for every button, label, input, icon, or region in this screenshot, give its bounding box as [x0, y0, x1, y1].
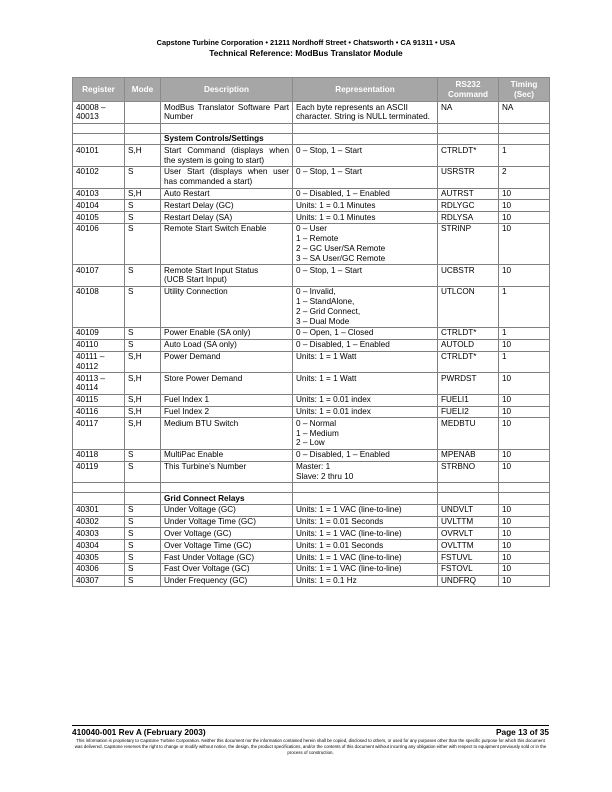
register-cell: 40306: [73, 563, 125, 575]
timing-cell: 10: [499, 406, 550, 418]
timing-cell: 10: [499, 516, 550, 528]
representation-cell: 0 – Stop, 1 – Start: [293, 265, 438, 287]
empty-cell: [125, 133, 161, 145]
rs232-command-cell: UNDFRQ: [438, 575, 499, 587]
rs232-command-cell: STRBNO: [438, 461, 499, 483]
mode-cell: S: [125, 461, 161, 483]
empty-cell: [125, 493, 161, 505]
mode-cell: S: [125, 516, 161, 528]
mode-cell: S: [125, 552, 161, 564]
table-row: [73, 516, 550, 528]
description-cell: Fuel Index 1: [161, 394, 293, 406]
representation-cell: Each byte represents an ASCII character. String is NULL terminated.: [293, 102, 438, 124]
empty-cell: [499, 493, 550, 505]
col-header-timing: Timing (Sec): [499, 78, 550, 102]
mode-cell: S,H: [125, 373, 161, 395]
mode-cell: S: [125, 504, 161, 516]
empty-cell: [73, 133, 125, 145]
mode-cell: S,H: [125, 145, 161, 167]
mode-cell: S,H: [125, 394, 161, 406]
description-cell: Fast Over Voltage (GC): [161, 563, 293, 575]
register-cell: 40111 – 40112: [73, 351, 125, 373]
timing-cell: NA: [499, 102, 550, 124]
rs232-command-cell: AUTRST: [438, 188, 499, 200]
representation-cell: Units: 1 = 1 VAC (line-to-line): [293, 504, 438, 516]
table-row: [73, 200, 550, 212]
timing-cell: 10: [499, 461, 550, 483]
rs232-command-cell: AUTOLD: [438, 339, 499, 351]
empty-cell: [438, 133, 499, 145]
proprietary-notice: This information is proprietary to Capstone Turbine Corporation. Neither this document nor the information contained herein shall be copied, disclosed to others, or used for any purposes other than the specific purpose for which this document was delivered. Capstone reserves the right to change or modify without notice, the design, the product specifications, and/or the contents of this document without incurring any obligation either with respect to equipment previously sold or in the process of construction.: [74, 738, 547, 755]
page-number: Page 13 of 35: [495, 727, 549, 737]
mode-cell: S: [125, 563, 161, 575]
register-cell: 40103: [73, 188, 125, 200]
col-header-representation: Representation: [293, 78, 438, 102]
rs232-command-cell: MEDBTU: [438, 418, 499, 449]
table-row: [73, 540, 550, 552]
mode-cell: S: [125, 212, 161, 224]
description-cell: Remote Start Switch Enable: [161, 223, 293, 264]
representation-cell: Units: 1 = 0.01 index: [293, 394, 438, 406]
description-cell: User Start (displays when user has commanded a start): [161, 166, 293, 188]
rs232-command-cell: UNDVLT: [438, 504, 499, 516]
description-cell: Medium BTU Switch: [161, 418, 293, 449]
register-cell: 40301: [73, 504, 125, 516]
register-cell: 40101: [73, 145, 125, 167]
timing-cell: 10: [499, 575, 550, 587]
mode-cell: S: [125, 265, 161, 287]
mode-cell: S: [125, 166, 161, 188]
register-cell: 40106: [73, 223, 125, 264]
mode-cell: S: [125, 449, 161, 461]
table-row: [73, 418, 550, 449]
timing-cell: 1: [499, 286, 550, 327]
register-cell: 40008 – 40013: [73, 102, 125, 124]
description-cell: Restart Delay (GC): [161, 200, 293, 212]
table-row: [73, 265, 550, 287]
representation-cell: Units: 1 = 1 Watt: [293, 351, 438, 373]
rs232-command-cell: CTRLDT*: [438, 327, 499, 339]
register-cell: 40305: [73, 552, 125, 564]
table-row: [73, 327, 550, 339]
register-table: [72, 77, 550, 587]
description-cell: Under Voltage (GC): [161, 504, 293, 516]
rs232-command-cell: CTRLDT*: [438, 351, 499, 373]
description-cell: Under Frequency (GC): [161, 575, 293, 587]
rs232-command-cell: PWRDST: [438, 373, 499, 395]
table-row: [73, 449, 550, 461]
document-title: Technical Reference: ModBus Translator Module: [209, 48, 403, 58]
table-row: [73, 528, 550, 540]
table-row: [73, 212, 550, 224]
table-row: [73, 504, 550, 516]
page-footer: [72, 725, 549, 756]
timing-cell: 10: [499, 528, 550, 540]
timing-cell: 10: [499, 504, 550, 516]
mode-cell: S,H: [125, 351, 161, 373]
description-cell: Fuel Index 2: [161, 406, 293, 418]
document-revision: 410040-001 Rev A (February 2003): [72, 727, 206, 737]
description-cell: Utility Connection: [161, 286, 293, 327]
rs232-command-cell: NA: [438, 102, 499, 124]
register-cell: 40307: [73, 575, 125, 587]
register-cell: 40104: [73, 200, 125, 212]
rs232-command-cell: FUELI1: [438, 394, 499, 406]
table-row: [73, 166, 550, 188]
table-row: [73, 102, 550, 124]
representation-cell: Master: 1 Slave: 2 thru 10: [293, 461, 438, 483]
table-header-row: [73, 78, 550, 102]
representation-cell: 0 – Disabled, 1 – Enabled: [293, 449, 438, 461]
col-header-description: Description: [161, 78, 293, 102]
section-title: System Controls/Settings: [161, 133, 293, 145]
register-cell: 40119: [73, 461, 125, 483]
rs232-command-cell: OVRVLT: [438, 528, 499, 540]
rs232-command-cell: RDLYSA: [438, 212, 499, 224]
empty-cell: [293, 123, 438, 133]
rs232-command-cell: STRINP: [438, 223, 499, 264]
representation-cell: 0 – Open, 1 – Closed: [293, 327, 438, 339]
mode-cell: S,H: [125, 188, 161, 200]
empty-cell: [438, 493, 499, 505]
representation-cell: Units: 1 = 1 VAC (line-to-line): [293, 563, 438, 575]
table-body: [73, 102, 550, 587]
rs232-command-cell: FSTOVL: [438, 563, 499, 575]
rs232-command-cell: USRSTR: [438, 166, 499, 188]
empty-cell: [73, 493, 125, 505]
empty-cell: [125, 123, 161, 133]
rs232-command-cell: RDLYGC: [438, 200, 499, 212]
company-address: Capstone Turbine Corporation • 21211 Nordhoff Street • Chatsworth • CA 91311 • USA: [156, 38, 456, 47]
description-cell: Under Voltage Time (GC): [161, 516, 293, 528]
empty-cell: [499, 133, 550, 145]
description-cell: Auto Load (SA only): [161, 339, 293, 351]
rs232-command-cell: UTLCON: [438, 286, 499, 327]
description-cell: Store Power Demand: [161, 373, 293, 395]
representation-cell: Units: 1 = 1 VAC (line-to-line): [293, 528, 438, 540]
timing-cell: 10: [499, 563, 550, 575]
register-cell: 40303: [73, 528, 125, 540]
mode-cell: S: [125, 540, 161, 552]
description-cell: Start Command (displays when the system is going to start): [161, 145, 293, 167]
timing-cell: 10: [499, 540, 550, 552]
register-cell: 40105: [73, 212, 125, 224]
col-header-rs232-command: RS232 Command: [438, 78, 499, 102]
mode-cell: [125, 102, 161, 124]
timing-cell: 10: [499, 418, 550, 449]
mode-cell: S: [125, 286, 161, 327]
rs232-command-cell: UCBSTR: [438, 265, 499, 287]
description-cell: Fast Under Voltage (GC): [161, 552, 293, 564]
timing-cell: 1: [499, 145, 550, 167]
register-cell: 40115: [73, 394, 125, 406]
timing-cell: 10: [499, 200, 550, 212]
register-cell: 40107: [73, 265, 125, 287]
timing-cell: 10: [499, 552, 550, 564]
description-cell: Auto Restart: [161, 188, 293, 200]
description-cell: Over Voltage Time (GC): [161, 540, 293, 552]
empty-cell: [438, 483, 499, 493]
description-cell: Power Enable (SA only): [161, 327, 293, 339]
rs232-command-cell: FSTUVL: [438, 552, 499, 564]
description-cell: MultiPac Enable: [161, 449, 293, 461]
mode-cell: S: [125, 223, 161, 264]
empty-cell: [125, 483, 161, 493]
timing-cell: 10: [499, 223, 550, 264]
rs232-command-cell: FUELI2: [438, 406, 499, 418]
representation-cell: Units: 1 = 0.1 Minutes: [293, 212, 438, 224]
timing-cell: 10: [499, 212, 550, 224]
table-row: [73, 552, 550, 564]
register-cell: 40102: [73, 166, 125, 188]
rs232-command-cell: OVLTTM: [438, 540, 499, 552]
col-header-mode: Mode: [125, 78, 161, 102]
representation-cell: Units: 1 = 0.01 Seconds: [293, 540, 438, 552]
timing-cell: 10: [499, 339, 550, 351]
empty-cell: [499, 483, 550, 493]
spacer-row: [73, 123, 550, 133]
representation-cell: 0 – Normal 1 – Medium 2 – Low: [293, 418, 438, 449]
representation-cell: 0 – Disabled, 1 – Enabled: [293, 339, 438, 351]
register-cell: 40304: [73, 540, 125, 552]
representation-cell: Units: 1 = 0.1 Minutes: [293, 200, 438, 212]
register-cell: 40116: [73, 406, 125, 418]
spacer-row: [73, 483, 550, 493]
register-cell: 40117: [73, 418, 125, 449]
representation-cell: 0 – Stop, 1 – Start: [293, 166, 438, 188]
section-row: [73, 493, 550, 505]
representation-cell: Units: 1 = 1 Watt: [293, 373, 438, 395]
register-cell: 40302: [73, 516, 125, 528]
register-cell: 40108: [73, 286, 125, 327]
mode-cell: S: [125, 575, 161, 587]
section-title: Grid Connect Relays: [161, 493, 293, 505]
table-row: [73, 145, 550, 167]
page-header: [0, 38, 612, 59]
mode-cell: S,H: [125, 418, 161, 449]
description-cell: ModBus Translator Software Part Number: [161, 102, 293, 124]
description-cell: This Turbine’s Number: [161, 461, 293, 483]
timing-cell: 10: [499, 394, 550, 406]
empty-cell: [438, 123, 499, 133]
description-cell: Power Demand: [161, 351, 293, 373]
timing-cell: 1: [499, 351, 550, 373]
empty-cell: [293, 493, 438, 505]
timing-cell: 10: [499, 449, 550, 461]
section-row: [73, 133, 550, 145]
table-row: [73, 373, 550, 395]
representation-cell: 0 – User 1 – Remote 2 – GC User/SA Remote 3 – SA User/GC Remote: [293, 223, 438, 264]
empty-cell: [161, 483, 293, 493]
representation-cell: Units: 1 = 1 VAC (line-to-line): [293, 552, 438, 564]
mode-cell: S: [125, 528, 161, 540]
rs232-command-cell: CTRLDT*: [438, 145, 499, 167]
representation-cell: Units: 1 = 0.1 Hz: [293, 575, 438, 587]
timing-cell: 10: [499, 373, 550, 395]
empty-cell: [73, 123, 125, 133]
timing-cell: 2: [499, 166, 550, 188]
empty-cell: [293, 483, 438, 493]
timing-cell: 10: [499, 188, 550, 200]
col-header-register: Register: [73, 78, 125, 102]
empty-cell: [499, 123, 550, 133]
table-row: [73, 339, 550, 351]
table-row: [73, 351, 550, 373]
table-row: [73, 286, 550, 327]
description-cell: Restart Delay (SA): [161, 212, 293, 224]
rs232-command-cell: MPENAB: [438, 449, 499, 461]
representation-cell: 0 – Invalid, 1 – StandAlone, 2 – Grid Connect, 3 – Dual Mode: [293, 286, 438, 327]
register-cell: 40113 – 40114: [73, 373, 125, 395]
register-cell: 40110: [73, 339, 125, 351]
register-cell: 40118: [73, 449, 125, 461]
empty-cell: [161, 123, 293, 133]
mode-cell: S,H: [125, 406, 161, 418]
representation-cell: Units: 1 = 0.01 Seconds: [293, 516, 438, 528]
mode-cell: S: [125, 200, 161, 212]
timing-cell: 10: [499, 265, 550, 287]
table-row: [73, 575, 550, 587]
table-row: [73, 461, 550, 483]
representation-cell: Units: 1 = 0.01 index: [293, 406, 438, 418]
table-row: [73, 223, 550, 264]
table-row: [73, 188, 550, 200]
table-row: [73, 394, 550, 406]
description-cell: Over Voltage (GC): [161, 528, 293, 540]
rs232-command-cell: UVLTTM: [438, 516, 499, 528]
representation-cell: 0 – Stop, 1 – Start: [293, 145, 438, 167]
empty-cell: [293, 133, 438, 145]
table-row: [73, 563, 550, 575]
mode-cell: S: [125, 339, 161, 351]
register-cell: 40109: [73, 327, 125, 339]
timing-cell: 1: [499, 327, 550, 339]
table-row: [73, 406, 550, 418]
mode-cell: S: [125, 327, 161, 339]
representation-cell: 0 – Disabled, 1 – Enabled: [293, 188, 438, 200]
description-cell: Remote Start Input Status (UCB Start Input): [161, 265, 293, 287]
empty-cell: [73, 483, 125, 493]
